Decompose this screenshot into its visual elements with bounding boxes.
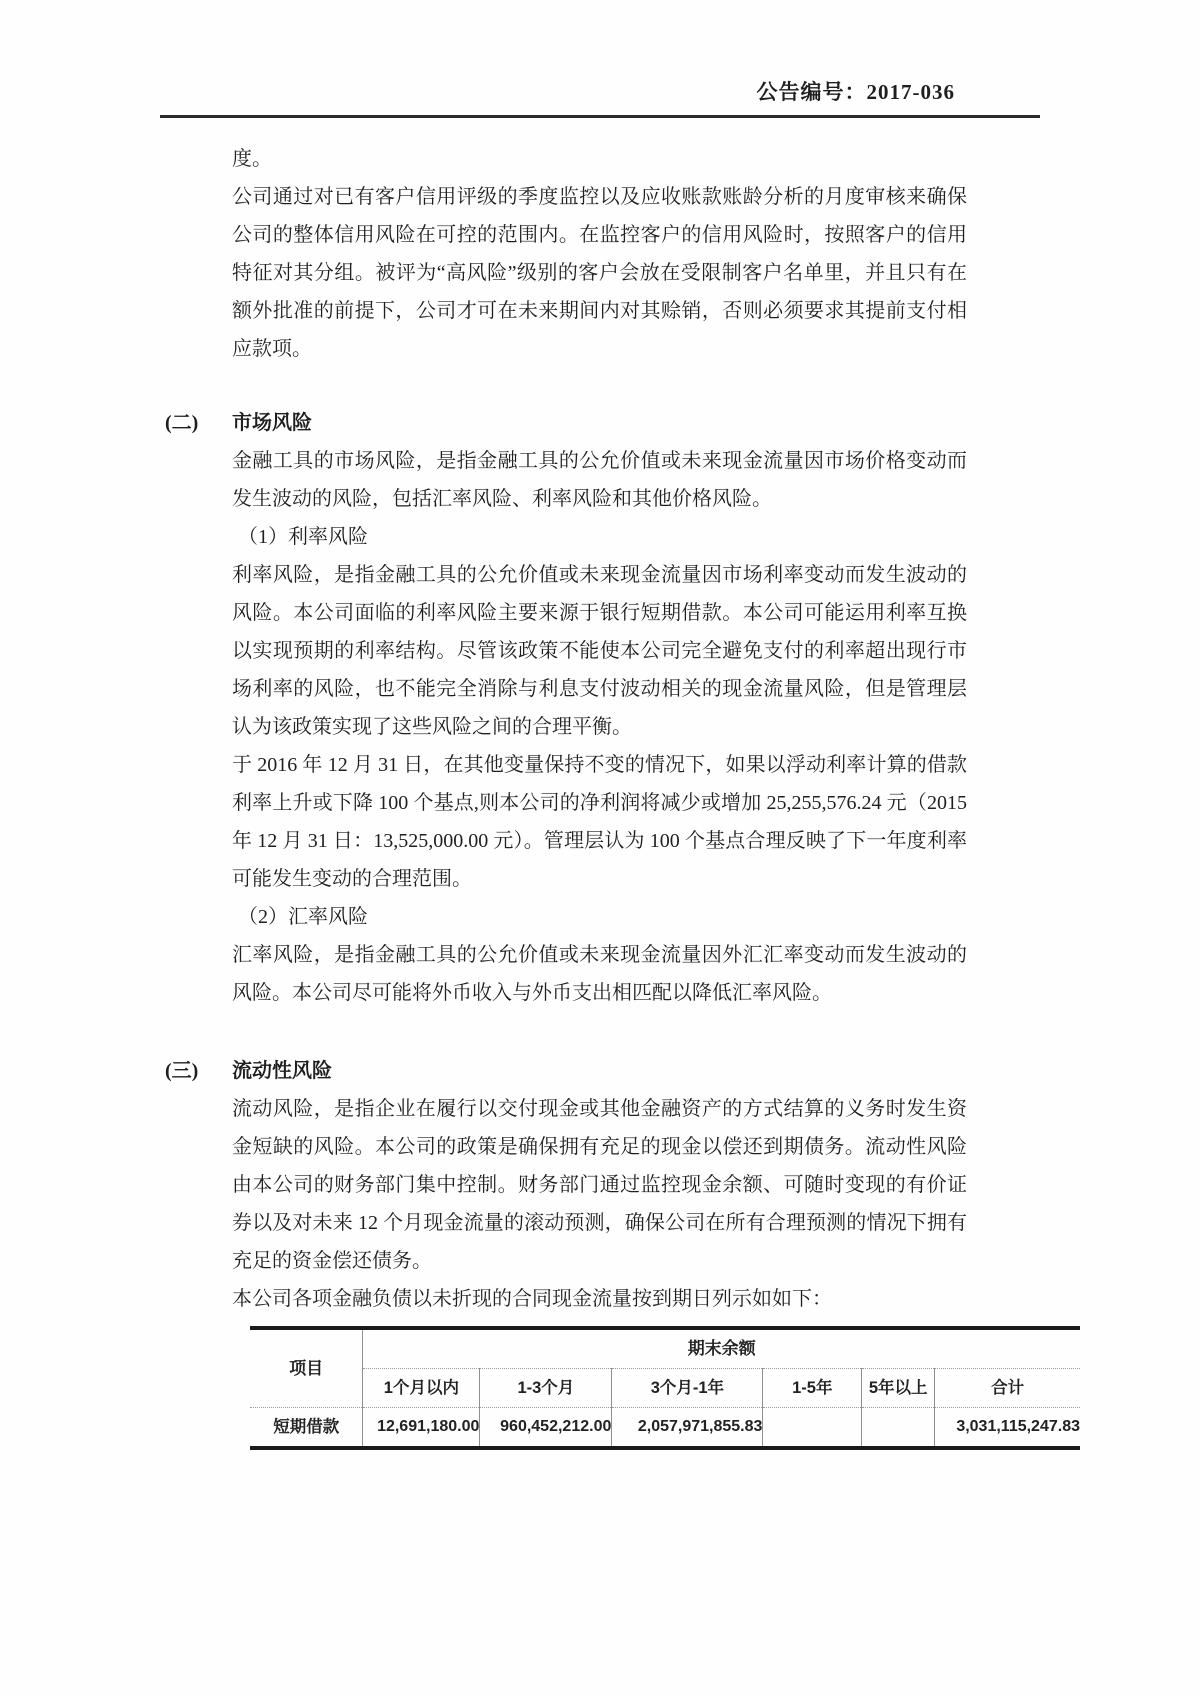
value-1-3-months: 960,452,212.00 xyxy=(480,1408,612,1449)
paragraph-exchange-rate-risk: 汇率风险，是指金融工具的公允价值或未来现金流量因外汇汇率变动而发生波动的风险。本公司尽可能将外币收入与外币支出相匹配以降低汇率风险。 xyxy=(232,944,967,1004)
paragraph-table-lead-in: 本公司各项金融负债以未折现的合同现金流量按到期日列示如如下： xyxy=(232,1288,832,1310)
section-title: 市场风险 xyxy=(232,412,312,434)
column-header-3-months-1-year: 3个月-1年 xyxy=(612,1369,763,1408)
announcement-number: 公告编号：2017-036 xyxy=(756,80,955,104)
column-header-item: 项目 xyxy=(250,1328,363,1408)
subheading-interest-rate-risk: （1）利率风险 xyxy=(238,526,368,548)
section-heading-market-risk xyxy=(165,404,967,442)
column-header-total: 合计 xyxy=(935,1369,1080,1408)
section-number: (二) xyxy=(165,412,199,434)
column-group-header-closing-balance: 期末余额 xyxy=(363,1328,1080,1369)
page-header xyxy=(160,76,1040,118)
section-heading-liquidity-risk xyxy=(165,1052,967,1090)
paragraph-market-risk-intro: 金融工具的市场风险，是指金融工具的公允价值或未来现金流量因市场价格变动而发生波动的风险，包括汇率风险、利率风险和其他价格风险。 xyxy=(232,450,967,510)
paragraph-credit-risk: 公司通过对已有客户信用评级的季度监控以及应收账款账龄分析的月度审核来确保公司的整体信用风险在可控的范围内。在监控客户的信用风险时，按照客户的信用特征对其分组。被评为“高风险”级别的客户会放在受限制客户名单里，并且只有在额外批准的前提下，公司才可在未来期间内对其赊销，否则必须要求其提前支付相应款项。 xyxy=(232,186,967,360)
value-3-months-1-year: 2,057,971,855.83 xyxy=(612,1408,763,1449)
paragraph-interest-rate-risk-2: 于 2016 年 12 月 31 日，在其他变量保持不变的情况下，如果以浮动利率计算的借款利率上升或下降 100 个基点,则本公司的净利润将减少或增加 25,255,576.24 元（2015 年 12 月 31 日：13,525,000.00 元）。管理层认为 100 个基点合理反映了下一年度利率可能发生变动的合理范围。 xyxy=(232,754,967,890)
paragraph-interest-rate-risk-1: 利率风险，是指金融工具的公允价值或未来现金流量因市场利率变动而发生波动的风险。本公司面临的利率风险主要来源于银行短期借款。本公司可能运用利率互换以实现预期的利率结构。尽管该政策不能使本公司完全避免支付的利率超出现行市场利率的风险，也不能完全消除与利息支付波动相关的现金流量风险，但是管理层认为该政策实现了这些风险之间的合理平衡。 xyxy=(232,564,967,738)
section-number: (三) xyxy=(165,1060,199,1082)
column-header-1-5-years: 1-5年 xyxy=(763,1369,862,1408)
value-total: 3,031,115,247.83 xyxy=(935,1408,1080,1449)
value-over-5-years xyxy=(862,1408,935,1449)
paragraph-tail: 度。 xyxy=(232,148,272,170)
value-1-5-years xyxy=(763,1408,862,1449)
section-title: 流动性风险 xyxy=(232,1060,332,1082)
column-header-1-3-months: 1-3个月 xyxy=(480,1369,612,1408)
table-row-short-term-borrowings xyxy=(250,1408,1080,1449)
table-group-header-row xyxy=(250,1328,1080,1369)
column-header-over-5-years: 5年以上 xyxy=(862,1369,935,1408)
paragraph-liquidity-risk: 流动风险，是指企业在履行以交付现金或其他金融资产的方式结算的义务时发生资金短缺的风险。本公司的政策是确保拥有充足的现金以偿还到期债务。流动性风险由本公司的财务部门集中控制。财务部门通过监控现金余额、可随时变现的有价证券以及对未来 12 个月现金流量的滚动预测，确保公司在所有合理预测的情况下拥有充足的资金偿还债务。 xyxy=(232,1098,967,1272)
document-body xyxy=(165,140,1080,1450)
value-within-1-month: 12,691,180.00 xyxy=(363,1408,480,1449)
table-column-header-row xyxy=(250,1369,1080,1408)
column-header-within-1-month: 1个月以内 xyxy=(363,1369,480,1408)
row-label-short-term-borrowings: 短期借款 xyxy=(250,1408,363,1449)
cash-flow-maturity-table xyxy=(250,1326,1080,1450)
subheading-exchange-rate-risk: （2）汇率风险 xyxy=(238,906,368,928)
